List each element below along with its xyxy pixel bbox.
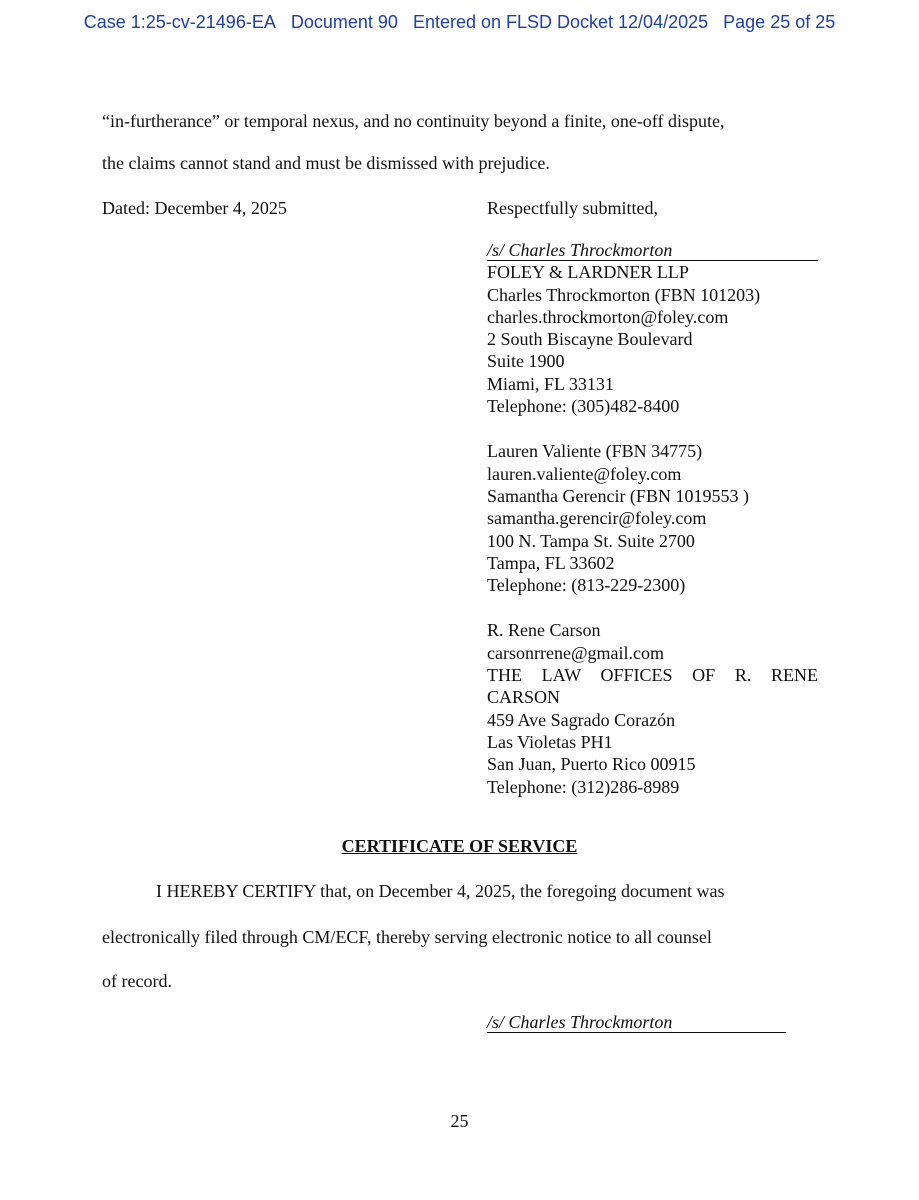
attorney-email: samantha.gerencir@foley.com: [487, 508, 707, 529]
attorney-name: Lauren Valiente (FBN 34775): [487, 441, 703, 462]
firm-name: THE LAW OFFICES OF R. RENE: [487, 665, 818, 686]
closing-text: Respectfully submitted,: [487, 198, 658, 218]
attorney-email: carsonrrene@gmail.com: [487, 642, 665, 663]
certificate-line-2: electronically filed through CM/ECF, thereby serving electronic notice to all counsel: [102, 927, 712, 947]
telephone-line: Telephone: (305)482-8400: [487, 396, 680, 417]
address-line: 459 Ave Sagrado Corazón: [487, 709, 676, 730]
signature-block: [487, 197, 818, 798]
city-line: Tampa, FL 33602: [487, 552, 615, 573]
attorney-email: charles.throckmorton@foley.com: [487, 306, 729, 327]
docket-header: [0, 12, 919, 33]
page-number: 25: [450, 1111, 469, 1131]
attorney-name: Samantha Gerencir (FBN 1019553 ): [487, 485, 749, 506]
body-line-2: the claims cannot stand and must be dismissed with prejudice.: [102, 153, 550, 173]
telephone-line: Telephone: (312)286-8989: [487, 776, 680, 797]
certificate-line-3: of record.: [102, 971, 172, 991]
case-number: Case 1:25-cv-21496-EA: [83, 12, 276, 32]
city-line: Miami, FL 33131: [487, 373, 614, 394]
telephone-line: Telephone: (813-229-2300): [487, 575, 686, 596]
certificate-line-1: I HEREBY CERTIFY that, on December 4, 2025, the foregoing document was: [156, 881, 725, 901]
city-line: San Juan, Puerto Rico 00915: [487, 754, 696, 775]
body-line-1: “in-furtherance” or temporal nexus, and no continuity beyond a finite, one-off dispute,: [102, 111, 725, 131]
address-line: 100 N. Tampa St. Suite 2700: [487, 530, 695, 551]
firm-name: FOLEY & LARDNER LLP: [487, 262, 689, 283]
address-line: Las Violetas PH1: [487, 731, 613, 752]
dated-line: Dated: December 4, 2025: [102, 198, 287, 218]
attorney-name: R. Rene Carson: [487, 620, 601, 641]
page-indicator: Page 25 of 25: [723, 12, 836, 32]
document-number: Document 90: [290, 12, 398, 32]
attorney-email: lauren.valiente@foley.com: [487, 463, 682, 484]
attorney-name: Charles Throckmorton (FBN 101203): [487, 284, 761, 305]
address-line: Suite 1900: [487, 351, 565, 372]
certificate-signature-line: /s/ Charles Throckmorton: [487, 1012, 786, 1033]
address-line: 2 South Biscayne Boulevard: [487, 329, 693, 350]
certificate-heading: CERTIFICATE OF SERVICE: [341, 836, 578, 856]
docket-entry: Entered on FLSD Docket 12/04/2025: [412, 12, 709, 32]
firm-name-continued: CARSON: [487, 687, 561, 708]
signature-line: /s/ Charles Throckmorton: [487, 240, 818, 261]
